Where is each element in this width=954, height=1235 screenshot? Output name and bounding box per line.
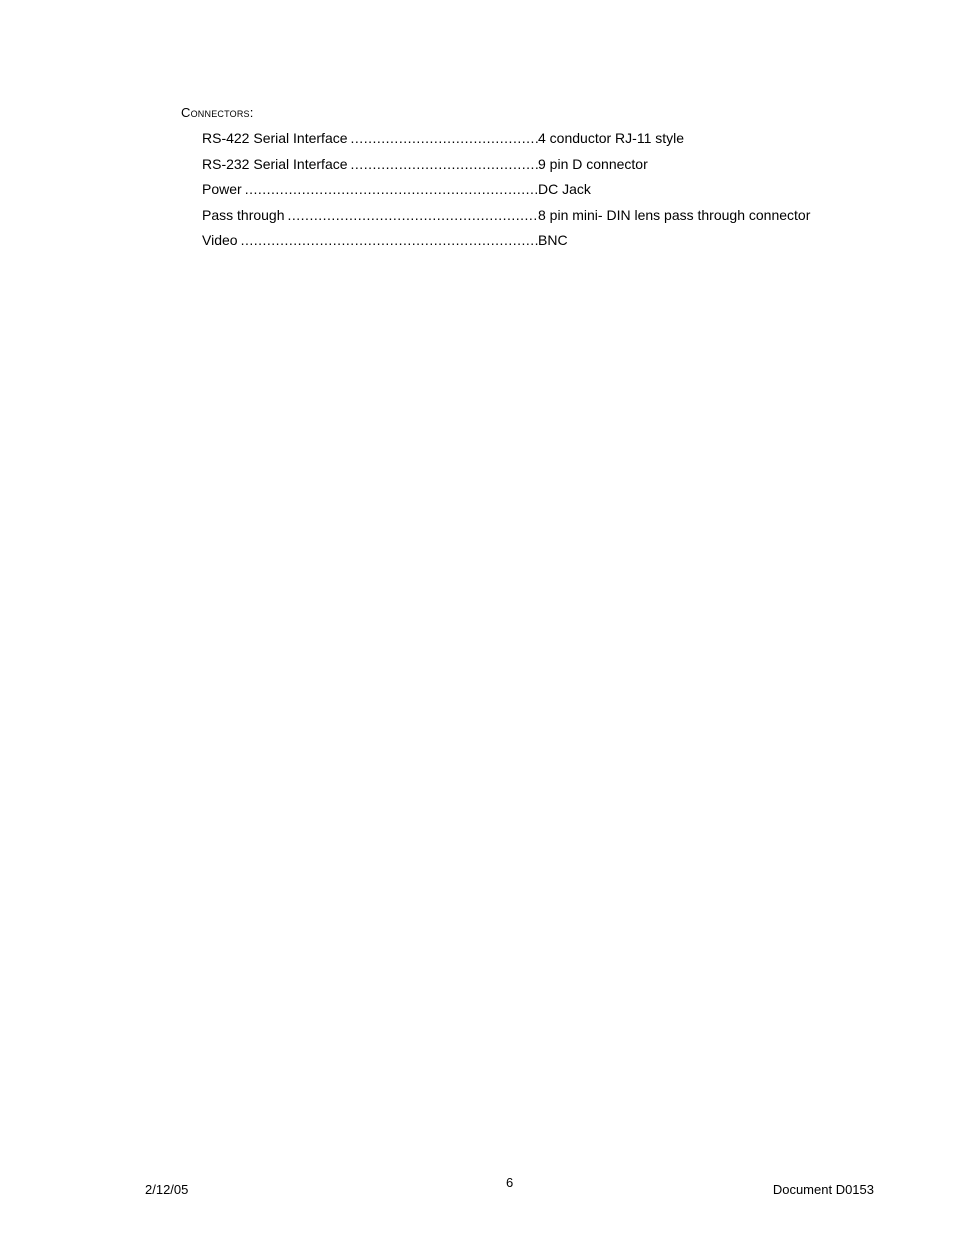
dot-leader (288, 205, 539, 225)
spec-value: 8 pin mini- DIN lens pass through connector (538, 206, 811, 223)
spec-label: Video (202, 232, 238, 248)
dot-leader (351, 154, 538, 174)
document-id: Document D0153 (772, 1182, 874, 1197)
spec-label: Pass through (202, 206, 285, 223)
spec-value: 4 conductor RJ-11 style (538, 130, 685, 146)
spec-row-rs232 (202, 154, 842, 180)
spec-row-rs422 (202, 128, 842, 154)
dot-leader (245, 179, 538, 199)
spec-label: Power (202, 181, 242, 197)
spec-value: 9 pin D connector (538, 155, 648, 172)
spec-row-video (202, 230, 842, 256)
spec-label: RS-422 Serial Interface (202, 130, 348, 146)
section-heading: Connectors: (181, 105, 254, 120)
spec-row-pass-through (202, 205, 842, 231)
footer-date: 2/12/05 (145, 1182, 189, 1197)
page-number: 6 (506, 1175, 514, 1190)
spec-value: DC Jack (538, 181, 591, 197)
dot-leader (241, 230, 538, 250)
connector-spec-list (202, 128, 842, 256)
dot-leader (351, 128, 538, 148)
spec-value: BNC (538, 232, 568, 248)
spec-label: RS-232 Serial Interface (202, 155, 348, 172)
spec-row-power (202, 179, 842, 205)
